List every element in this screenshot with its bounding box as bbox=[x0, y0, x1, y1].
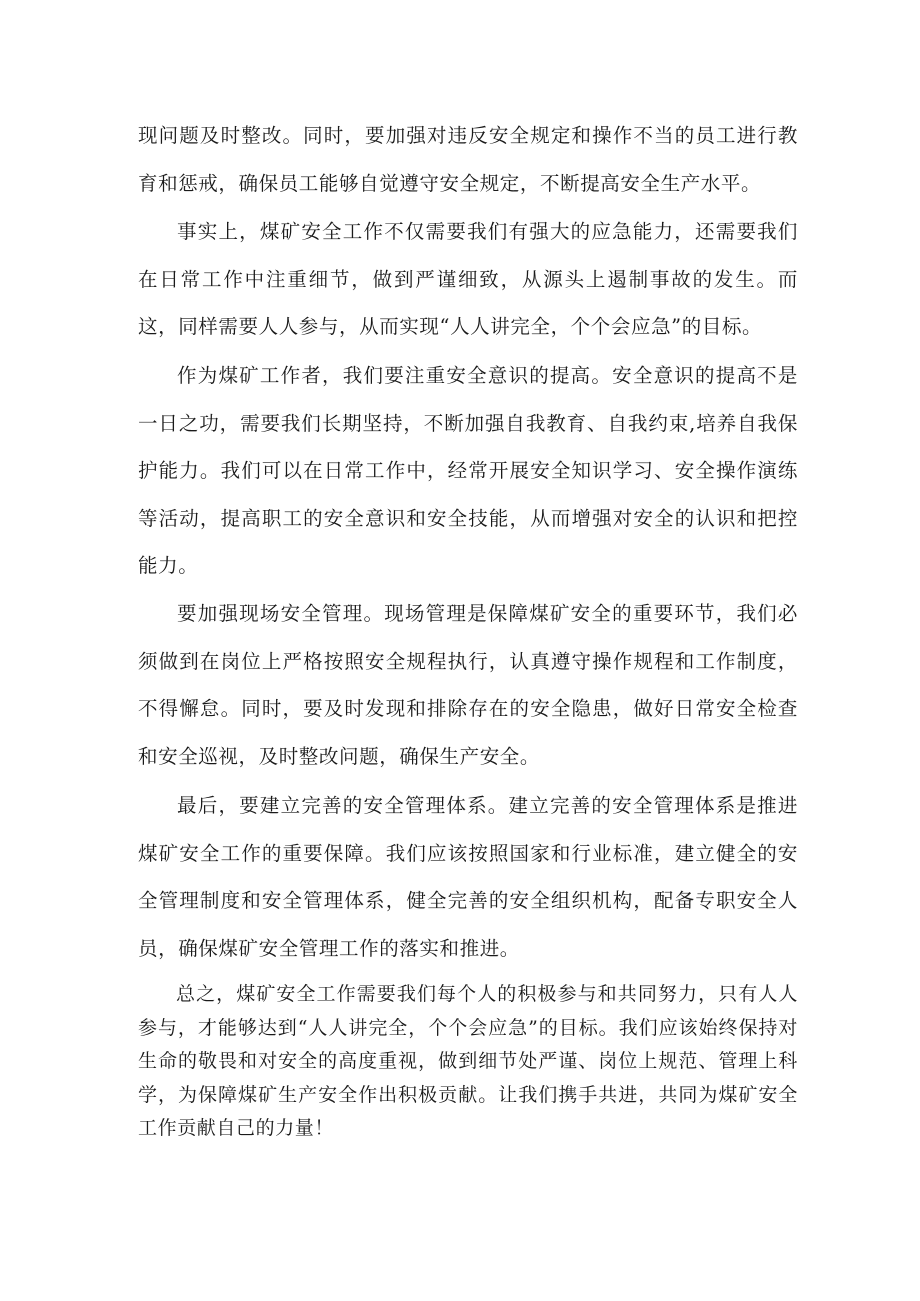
paragraph-conclusion: 总之，煤矿安全工作需要我们每个人的积极参与和共同努力，只有人人参与，才能够达到“人人讲完全，个个会应急”的目标。我们应该始终保持对生命的敬畏和对安全的高度重视，做到细节处严谨、岗位上规范、管理上科学，为保障煤矿生产安全作出积极贡献。让我们携手共进，共同为煤矿安全工作贡献自己的力量！ bbox=[138, 983, 798, 1139]
paragraph-safety-awareness: 作为煤矿工作者，我们要注重安全意识的提高。安全意识的提高不是一日之功，需要我们长期坚持，不断加强自我教育、自我约束,培养自我保护能力。我们可以在日常工作中，经常开展安全知识学习、安全操作演练等活动，提高职工的安全意识和安全技能，从而增强对安全的认识和把控能力。 bbox=[138, 364, 798, 577]
paragraph-continuation: 现问题及时整改。同时，要加强对违反安全规定和操作不当的员工进行教育和惩戒，确保员工能够自觉遵守安全规定，不断提高安全生产水平。 bbox=[138, 124, 798, 195]
paragraph-site-management: 要加强现场安全管理。现场管理是保障煤矿安全的重要环节，我们必须做到在岗位上严格按照安全规程执行，认真遵守操作规程和工作制度，不得懈怠。同时，要及时发现和排除存在的安全隐患，做好日常安全检查和安全巡视，及时整改问题，确保生产安全。 bbox=[138, 602, 798, 768]
paragraph-attention-to-detail: 事实上，煤矿安全工作不仅需要我们有强大的应急能力，还需要我们在日常工作中注重细节，做到严谨细致，从源头上遏制事故的发生。而这，同样需要人人参与，从而实现“人人讲完全，个个会应急”的目标。 bbox=[138, 220, 798, 338]
paragraph-management-system: 最后，要建立完善的安全管理体系。建立完善的安全管理体系是推进煤矿安全工作的重要保障。我们应该按照国家和行业标准，建立健全的安全管理制度和安全管理体系，健全完善的安全组织机构，配备专职安全人员，确保煤矿安全管理工作的落实和推进。 bbox=[138, 794, 798, 960]
